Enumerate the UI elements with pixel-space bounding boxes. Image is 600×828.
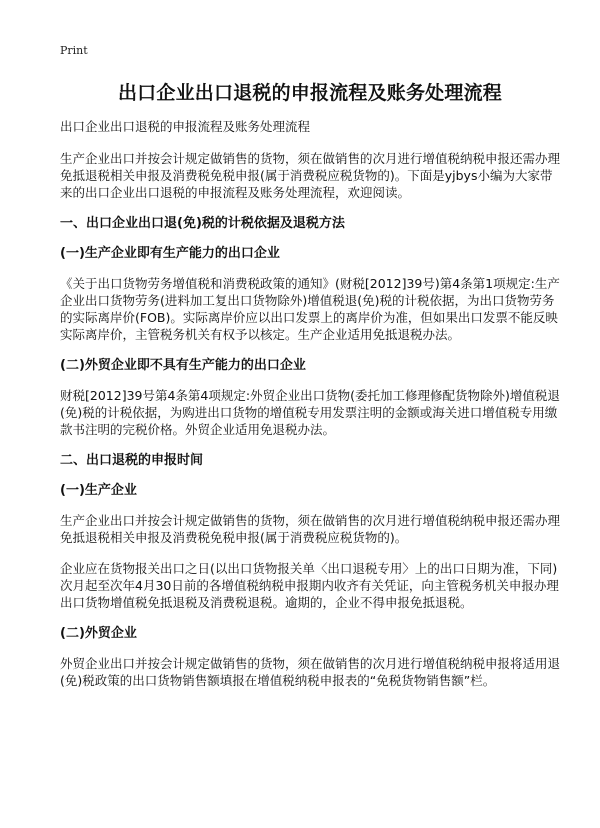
- section-2-1-heading: (一)生产企业: [60, 483, 137, 498]
- section-2-2-paragraph: 外贸企业出口并按会计规定做销售的货物，须在做销售的次月进行增值税纳税申报将适用退(免)税政策的出口货物销售额填报在增值税纳税申报表的“免税货物销售额”栏。: [60, 656, 561, 688]
- intro-paragraph: 生产企业出口并按会计规定做销售的货物，须在做销售的次月进行增值税纳税申报还需办理免抵退税相关申报及消费税免税申报(属于消费税应税货物的)。下面是yjbys小编为大家带来的出口企业出口退税的申报流程及账务处理流程，欢迎阅读。: [60, 151, 561, 200]
- section-1-1-paragraph: 《关于出口货物劳务增值税和消费税政策的通知》(财税[2012]39号)第4条第1项规定:生产企业出口货物劳务(进料加工复出口货物除外)增值税退(免)税的计税依据，为出口货物劳务的实际离岸价(FOB)。实际离岸价应以出口发票上的离岸价为准，但如果出口发票不能反映实际离岸价，主管税务机关有权予以核定。生产企业适用免抵退税办法。: [60, 276, 560, 342]
- document-body: [60, 118, 560, 703]
- document-title: 出口企业出口退税的申报流程及账务处理流程: [117, 82, 502, 104]
- document-subtitle: 出口企业出口退税的申报流程及账务处理流程: [60, 119, 311, 134]
- section-2-heading: 二、出口退税的申报时间: [60, 453, 204, 468]
- section-1-1-heading: (一)生产企业即有生产能力的出口企业: [60, 246, 280, 261]
- print-label[interactable]: Print: [60, 44, 88, 57]
- section-2-1-paragraph-1: 生产企业出口并按会计规定做销售的货物，须在做销售的次月进行增值税纳税申报还需办理免抵退税相关申报及消费税免税申报(属于消费税应税货物的)。: [60, 513, 561, 545]
- section-1-2-heading: (二)外贸企业即不具有生产能力的出口企业: [60, 358, 306, 373]
- section-2-2-heading: (二)外贸企业: [60, 626, 137, 641]
- section-1-2-paragraph: 财税[2012]39号第4条第4项规定:外贸企业出口货物(委托加工修理修配货物除外)增值税退(免)税的计税依据，为购进出口货物的增值税专用发票注明的金额或海关进口增值税专用缴款书注明的完税价格。外贸企业适用免退税办法。: [60, 388, 560, 437]
- section-1-heading: 一、出口企业出口退(免)税的计税依据及退税方法: [60, 216, 345, 231]
- section-2-1-paragraph-2: 企业应在货物报关出口之日(以出口货物报关单〈出口退税专用〉上的出口日期为准，下同)次月起至次年4月30日前的各增值税纳税申报期内收齐有关凭证，向主管税务机关申报办理出口货物增值税免抵退税及消费税退税。逾期的，企业不得申报免抵退税。: [60, 561, 559, 610]
